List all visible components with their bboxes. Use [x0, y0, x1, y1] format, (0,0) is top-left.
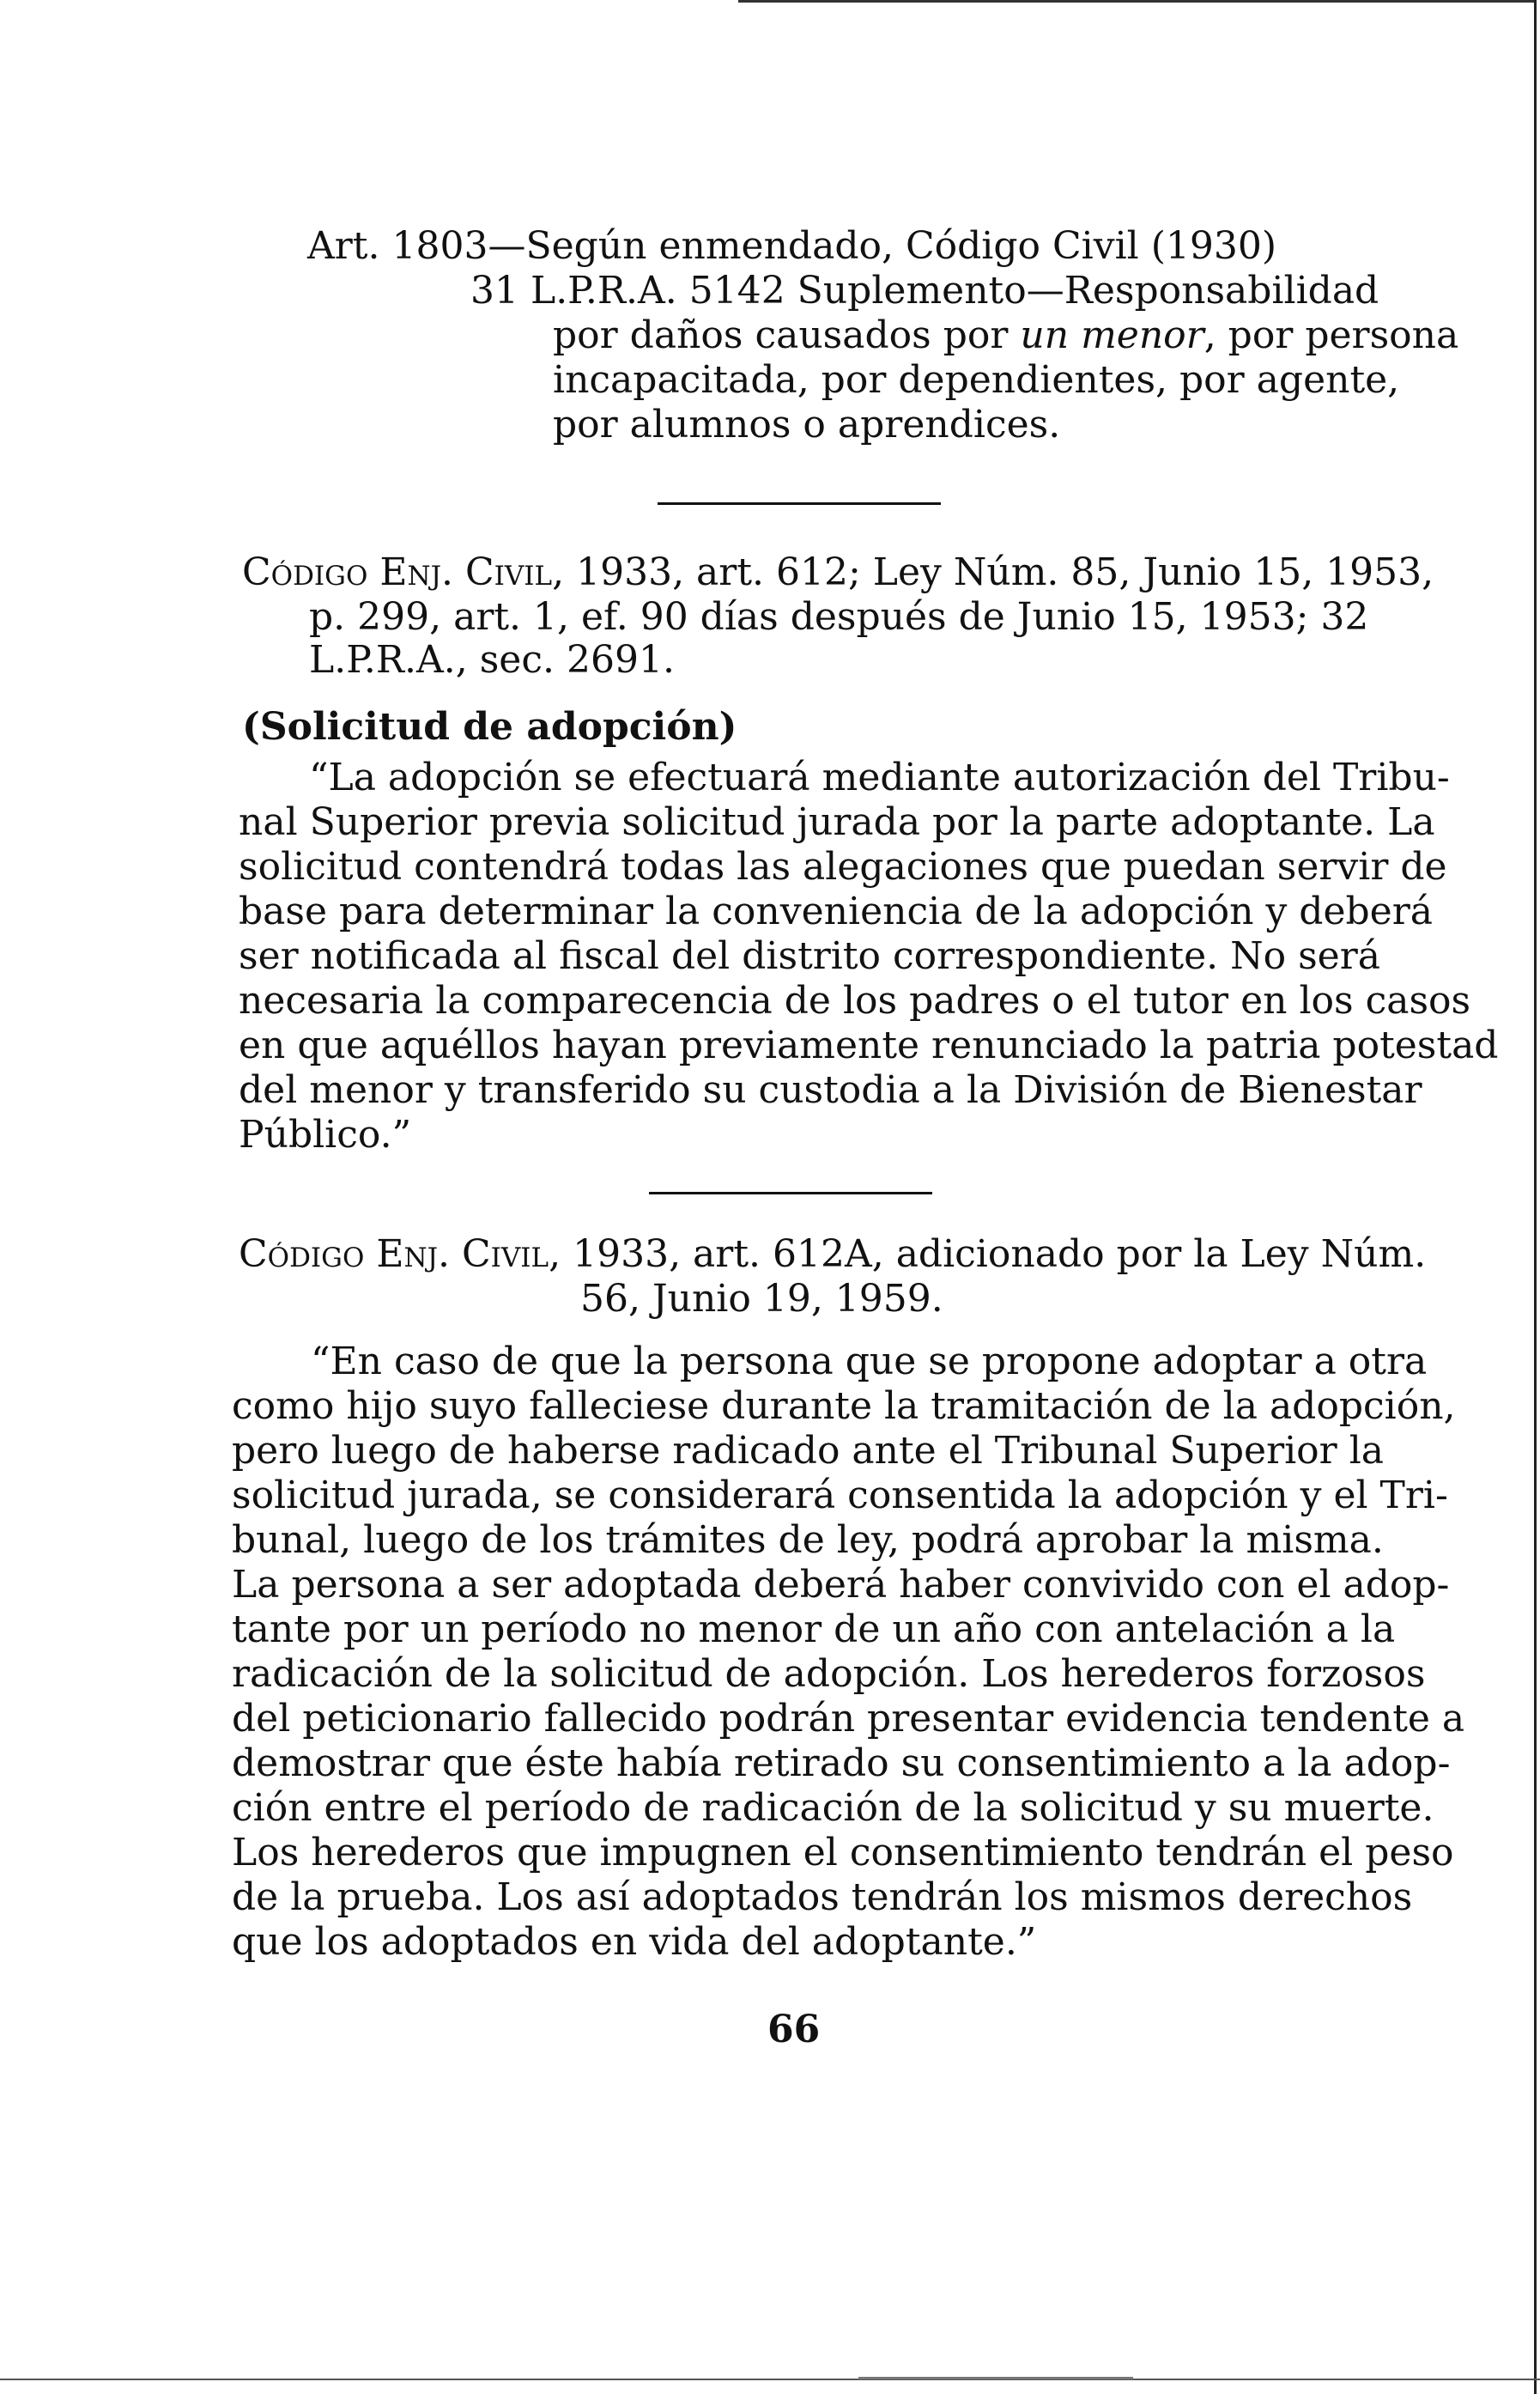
paragraph-2-line: ción entre el período de radicación de la solicitud y su muerte.: [232, 1786, 1434, 1830]
section-heading: (Solicitud de adopción): [242, 705, 737, 749]
paragraph-2-line: demostrar que éste había retirado su consentimiento a la adop-: [232, 1741, 1451, 1785]
paragraph-2-line: de la prueba. Los así adoptados tendrán los mismos derechos: [232, 1875, 1413, 1919]
paragraph-1-line: nal Superior previa solicitud jurada por la parte adoptante. La: [239, 800, 1435, 844]
paragraph-2-line: pero luego de haberse radicado ante el Tribunal Superior la: [232, 1429, 1384, 1473]
paragraph-2-line: solicitud jurada, se considerará consentida la adopción y el Tri-: [232, 1473, 1448, 1517]
article-title: Art. 1803—Según enmendado, Código Civil (1930): [307, 224, 1277, 268]
paragraph-2-line: del peticionario fallecido podrán presentar evidencia tendente a: [232, 1697, 1465, 1741]
paragraph-1-line: del menor y transferido su custodia a la División de Bienestar: [239, 1068, 1422, 1112]
paragraph-2-line: que los adoptados en vida del adoptante.”: [232, 1920, 1037, 1964]
paragraph-2-line: tante por un período no menor de un año con antelación a la: [232, 1607, 1396, 1651]
article-line-2: por daños causados por un menor, por persona: [553, 313, 1459, 357]
separator-rule-1: [658, 502, 941, 505]
paragraph-1-line: necesaria la comparecencia de los padres o el tutor en los casos: [239, 979, 1471, 1023]
paragraph-1: [239, 756, 1499, 1158]
citation-1-line-1: Código Enj. Civil, 1933, art. 612; Ley Núm. 85, Junio 15, 1953,: [242, 550, 1434, 594]
scan-edge-bottom: [0, 2379, 1540, 2380]
article-line-3: incapacitada, por dependientes, por agente,: [553, 358, 1400, 402]
scan-edge-right: [1534, 0, 1537, 2394]
citation-2-line-2: 56, Junio 19, 1959.: [580, 1277, 943, 1321]
scan-edge-bottom-mark: [858, 2377, 1133, 2379]
paragraph-1-line: base para determinar la conveniencia de la adopción y deberá: [239, 890, 1433, 933]
scan-edge-top: [738, 0, 1537, 3]
paragraph-1-line: en que aquéllos hayan previamente renunciado la patria potestad: [239, 1024, 1499, 1067]
citation-2-line-1: Código Enj. Civil, 1933, art. 612A, adicionado por la Ley Núm.: [239, 1232, 1427, 1276]
paragraph-1-line: “La adopción se efectuará mediante autorización del Tribu-: [309, 756, 1450, 799]
paragraph-1-line: Público.”: [239, 1113, 412, 1157]
paragraph-2-line: Los herederos que impugnen el consentimiento tendrán el peso: [232, 1831, 1454, 1874]
paragraph-1-line: solicitud contendrá todas las alegaciones que puedan servir de: [239, 845, 1447, 889]
paragraph-1-line: ser notificada al fiscal del distrito correspondiente. No será: [239, 934, 1380, 978]
paragraph-2-line: “En caso de que la persona que se propone adoptar a otra: [311, 1340, 1428, 1383]
paragraph-2: [232, 1340, 1465, 1965]
paragraph-2-line: radicación de la solicitud de adopción. Los herederos forzosos: [232, 1652, 1426, 1696]
article-line-4: por alumnos o aprendices.: [553, 403, 1061, 447]
citation-1-line-2: p. 299, art. 1, ef. 90 días después de Junio 15, 1953; 32: [309, 595, 1369, 639]
paragraph-2-line: como hijo suyo falleciese durante la tramitación de la adopción,: [232, 1384, 1456, 1428]
page-number: 66: [767, 2008, 821, 2051]
paragraph-2-line: bunal, luego de los trámites de ley, podrá aprobar la misma.: [232, 1518, 1384, 1562]
article-line-1: 31 L.P.R.A. 5142 Suplemento—Responsabilidad: [470, 269, 1379, 313]
separator-rule-2: [649, 1192, 932, 1194]
paragraph-2-line: La persona a ser adoptada deberá haber convivido con el adop-: [232, 1563, 1450, 1607]
citation-1-line-3: L.P.R.A., sec. 2691.: [309, 638, 675, 682]
